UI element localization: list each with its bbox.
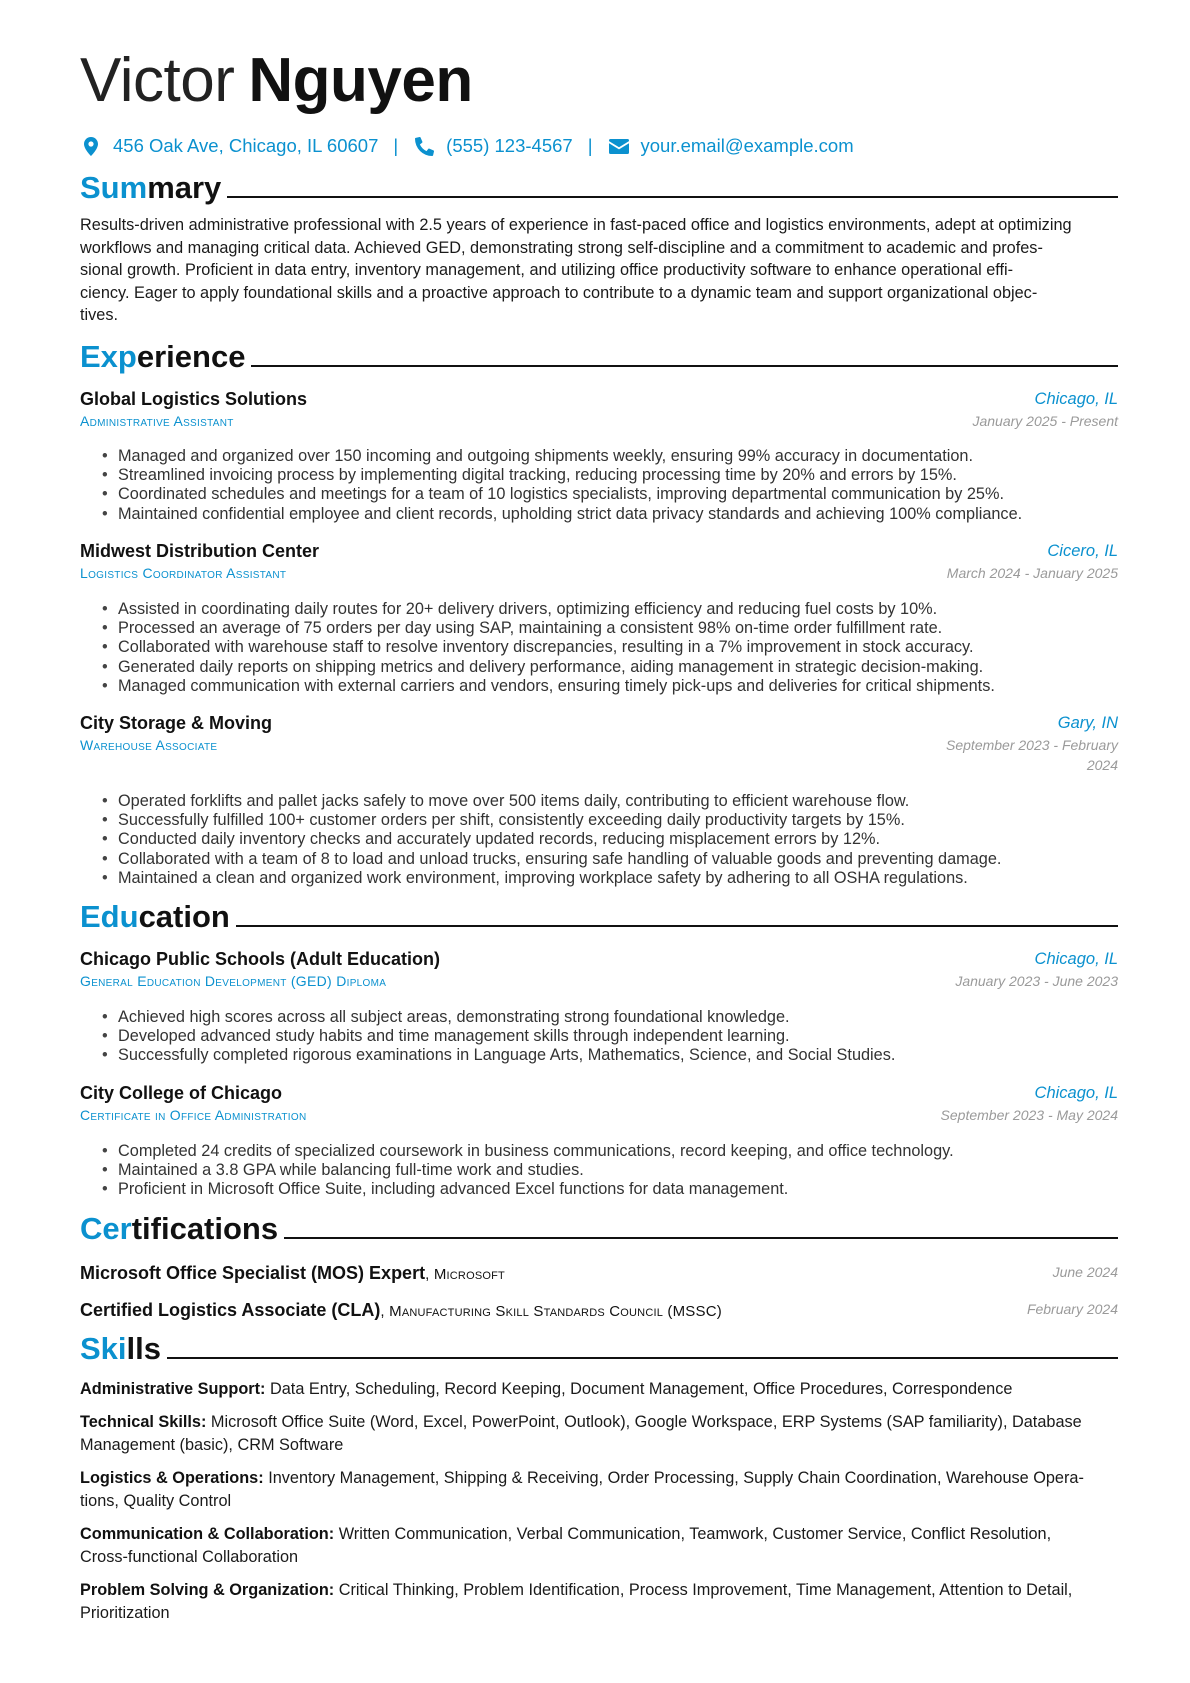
experience-entry	[80, 711, 1118, 773]
skill-list: Data Entry, Scheduling, Record Keeping, Document Management, Office Procedures, Correspondence	[269, 1380, 1013, 1398]
list-item: • Maintained a 3.8 GPA while balancing full-time work and studies.	[102, 1161, 1118, 1180]
job-dates: January 2025 - Present	[972, 413, 1118, 429]
list-item: • Processed an average of 75 orders per day using SAP, maintaining a consistent 98% on-time order fulfillment rate.	[102, 619, 1118, 638]
section-divider	[227, 196, 1118, 198]
section-heading-summary	[80, 169, 1118, 207]
skill-list: Written Communication, Verbal Communication, Teamwork, Customer Service, Conflict Resolution,	[338, 1525, 1052, 1543]
list-item: • Assisted in coordinating daily routes for 20+ delivery drivers, optimizing efficiency and reducing fuel costs by 10%.	[102, 600, 1118, 619]
section-heading-education	[80, 898, 1118, 936]
job-bullets	[102, 600, 1118, 696]
skill-group	[80, 1579, 1118, 1624]
section-title: Summary	[80, 170, 222, 205]
phone-link[interactable]: (555) 123-4567	[446, 135, 573, 156]
skill-label: Technical Skills:	[80, 1413, 207, 1431]
skill-group	[80, 1523, 1118, 1568]
section-title: Education	[80, 899, 230, 934]
section-title: Experience	[80, 339, 246, 374]
list-item: • Coordinated schedules and meetings for a team of 10 logistics specialists, improving departmental communication by 25%.	[102, 485, 1118, 504]
list-item: • Successfully fulfilled 100+ customer orders per shift, consistently exceeding daily productivity targets by 15%.	[102, 811, 1118, 830]
section-divider	[236, 925, 1118, 927]
list-item: • Generated daily reports on shipping metrics and delivery performance, aiding management in strategic decision-making.	[102, 658, 1118, 677]
email-link[interactable]: your.email@example.com	[640, 135, 854, 156]
section-heading-experience	[80, 338, 1118, 376]
list-item: • Operated forklifts and pallet jacks safely to move over 500 items daily, contributing to efficient warehouse flow.	[102, 792, 1118, 811]
certification-item: Microsoft Office Specialist (MOS) Expert, Microsoft June 2024	[80, 1260, 1118, 1286]
section-title: Certifications	[80, 1211, 279, 1246]
program-name: Certificate in Office Administration	[80, 1107, 307, 1123]
section-heading-certifications	[80, 1210, 1118, 1248]
skill-list: Inventory Management, Shipping & Receiving, Order Processing, Supply Chain Coordination, Warehouse Opera-	[268, 1469, 1084, 1487]
company-name: Midwest Distribution Center	[80, 541, 320, 561]
list-item: • Maintained confidential employee and client records, upholding strict data privacy standards and achieving 100% compliance.	[102, 505, 1118, 524]
job-bullets	[102, 792, 1118, 888]
skill-list-continued: Cross-functional Collaboration	[80, 1547, 299, 1566]
experience-entry	[80, 387, 1118, 431]
skill-group	[80, 1467, 1118, 1512]
list-item: • Collaborated with warehouse staff to resolve inventory discrepancies, resulting in a 7% improvement in stock accuracy.	[102, 638, 1118, 657]
section-divider	[284, 1237, 1118, 1239]
list-item: • Streamlined invoicing process by implementing digital tracking, reducing processing time by 20% and errors by 15%.	[102, 466, 1118, 485]
education-entry	[80, 1081, 1118, 1125]
section-heading-skills	[80, 1330, 1118, 1368]
school-dates: September 2023 - May 2024	[940, 1107, 1118, 1123]
skill-label: Logistics & Operations:	[80, 1469, 264, 1487]
education-entry	[80, 947, 1118, 991]
education-bullets	[102, 1008, 1118, 1066]
certification-item: Certified Logistics Associate (CLA), Manufacturing Skill Standards Council (MSSC) February 2024	[80, 1297, 1118, 1323]
list-item: • Successfully completed rigorous examinations in Language Arts, Mathematics, Science, and Social Studies.	[102, 1046, 1118, 1065]
school-location: Chicago, IL	[1034, 1084, 1118, 1102]
skill-list: Critical Thinking, Problem Identification, Process Improvement, Time Management, Attention to Detail,	[338, 1581, 1073, 1599]
list-item: • Achieved high scores across all subject areas, demonstrating strong foundational knowledge.	[102, 1008, 1118, 1027]
skill-group	[80, 1411, 1118, 1456]
job-title: Administrative Assistant	[80, 413, 234, 429]
job-location: Cicero, IL	[1047, 542, 1118, 560]
map-pin-icon	[80, 135, 102, 157]
list-item: • Collaborated with a team of 8 to load and unload trucks, ensuring safe handling of valuable goods and preventing damage.	[102, 850, 1118, 869]
list-item: • Managed and organized over 150 incoming and outgoing shipments weekly, ensuring 99% accuracy in documentation.	[102, 447, 1118, 466]
section-title: Skills	[80, 1331, 161, 1366]
certification-issuer: Microsoft	[433, 1266, 505, 1283]
job-dates: September 2023 - February 2024	[946, 737, 1118, 773]
school-dates: January 2023 - June 2023	[955, 973, 1118, 989]
candidate-name	[80, 46, 473, 116]
address-link[interactable]: 456 Oak Ave, Chicago, IL 60607	[113, 135, 379, 156]
job-location: Gary, IN	[1057, 714, 1118, 732]
summary-text: Results-driven administrative professional with 2.5 years of experience in fast-paced office and logistics environments, adept at optimizing workflows and managing critical data. Achieved GED, demonstrating strong self-discipline and a commitment to academic and profes- sional growth. Proficient in data entry, inventory management, and utilizing office productivity software to enhance operational effi- ciency. Eager to apply foundational skills and a proactive approach to contribute to a dynamic team and support organizational objec- tives.	[80, 216, 1072, 325]
list-item: • Completed 24 credits of specialized coursework in business communications, record keeping, and office technology.	[102, 1142, 1118, 1161]
phone-icon	[413, 135, 435, 157]
school-name: Chicago Public Schools (Adult Education)	[80, 949, 441, 969]
list-item: • Managed communication with external carriers and vendors, ensuring timely pick-ups and deliveries for critical shipments.	[102, 677, 1118, 696]
list-item: • Developed advanced study habits and time management skills through independent learning.	[102, 1027, 1118, 1046]
certification-date: February 2024	[1026, 1301, 1118, 1317]
skill-group	[80, 1378, 1118, 1401]
contact-separator: |	[587, 135, 593, 156]
job-title: Logistics Coordinator Assistant	[80, 565, 287, 581]
list-item: • Proficient in Microsoft Office Suite, including advanced Excel functions for data management.	[102, 1180, 1118, 1199]
skill-label: Problem Solving & Organization:	[80, 1581, 335, 1599]
section-divider	[167, 1357, 1118, 1359]
contact-separator: |	[393, 135, 399, 156]
school-location: Chicago, IL	[1034, 950, 1118, 968]
list-item: • Conducted daily inventory checks and accurately updated records, reducing misplacement errors by 12%.	[102, 830, 1118, 849]
education-bullets	[102, 1142, 1118, 1200]
skill-list-continued: Prioritization	[80, 1603, 170, 1622]
list-item: • Maintained a clean and organized work environment, improving workplace safety by adhering to all OSHA regulations.	[102, 869, 1118, 888]
job-location: Chicago, IL	[1034, 390, 1118, 408]
skill-label: Communication & Collaboration:	[80, 1525, 335, 1543]
company-name: City Storage & Moving	[80, 713, 273, 733]
certification-name: Certified Logistics Associate (CLA)	[80, 1300, 381, 1320]
contact-bar	[80, 133, 854, 159]
job-dates: March 2024 - January 2025	[946, 565, 1118, 581]
last-name: Nguyen	[248, 46, 473, 115]
program-name: General Education Development (GED) Diploma	[80, 973, 387, 989]
envelope-icon	[608, 135, 630, 157]
skill-list-continued: tions, Quality Control	[80, 1491, 232, 1510]
job-title: Warehouse Associate	[80, 737, 218, 753]
certification-issuer: Manufacturing Skill Standards Council (MSSC)	[389, 1303, 722, 1320]
skill-list-continued: Management (basic), CRM Software	[80, 1435, 344, 1454]
skill-label: Administrative Support:	[80, 1380, 266, 1398]
experience-entry	[80, 539, 1118, 583]
company-name: Global Logistics Solutions	[80, 389, 308, 409]
section-divider	[251, 365, 1118, 367]
certification-date: June 2024	[1052, 1264, 1118, 1280]
school-name: City College of Chicago	[80, 1083, 283, 1103]
certification-name: Microsoft Office Specialist (MOS) Expert	[80, 1263, 426, 1283]
skill-list: Microsoft Office Suite (Word, Excel, PowerPoint, Outlook), Google Workspace, ERP Systems (SAP familiarity), Database	[210, 1413, 1082, 1431]
first-name: Victor	[80, 46, 235, 115]
job-bullets	[102, 447, 1118, 524]
